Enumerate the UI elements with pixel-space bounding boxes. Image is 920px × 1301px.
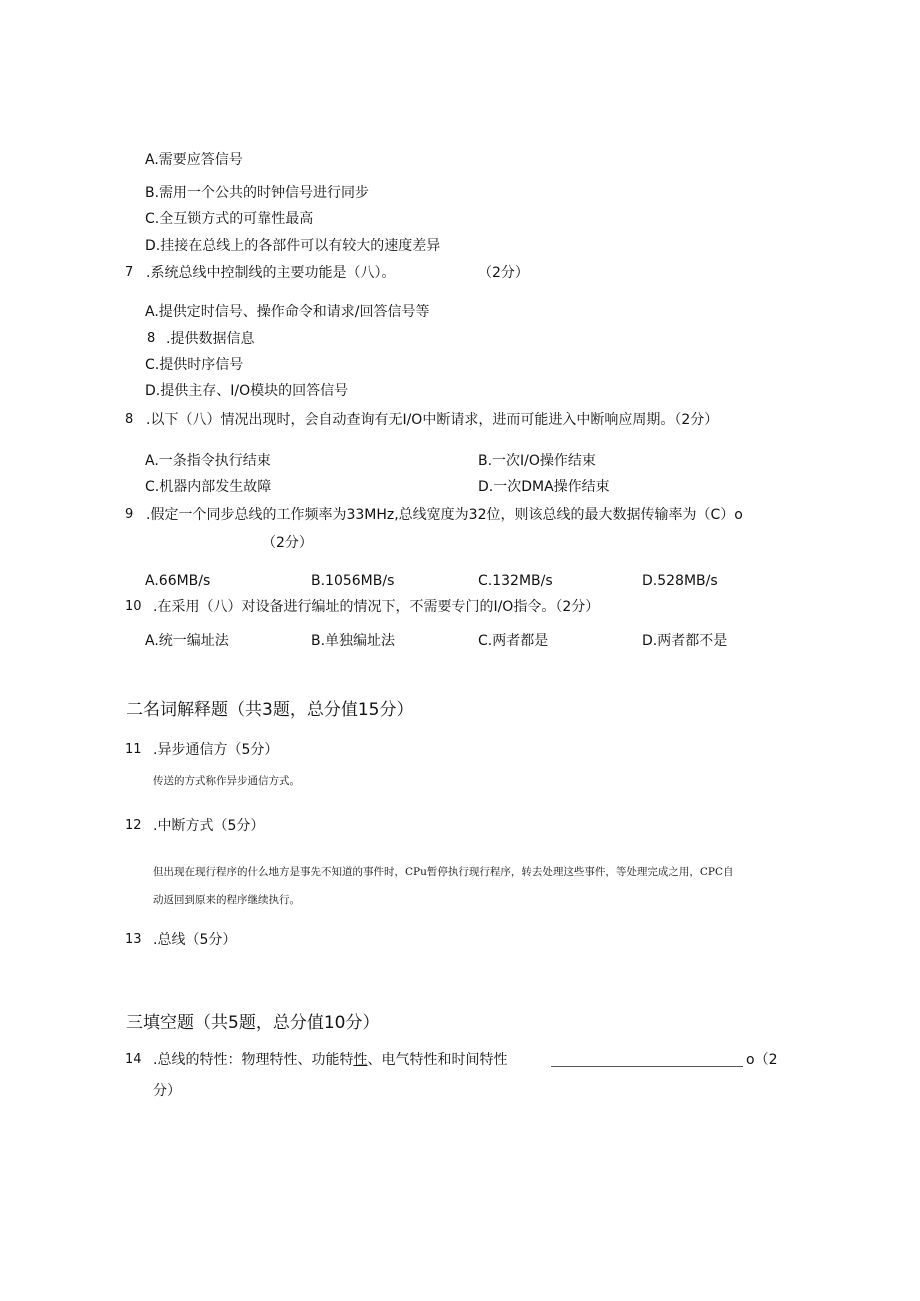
q9-stem: .假定一个同步总线的工作频率为33MHz,总线宽度为32位，则该总线的最大数据传输率为（C）o [146,507,743,523]
q13-number: 13 [125,932,142,947]
q7-option-d: D.提供主存、I/O模块的回答信号 [145,383,349,399]
section-heading-fill-in: 三填空题（共5题，总分值10分） [126,1013,380,1033]
q14-number: 14 [125,1052,142,1067]
q10-option-a: A.统一编址法 [145,633,229,649]
q11-stem: .异步通信方（5分） [153,742,279,758]
q14-tail: o（2 [746,1052,778,1068]
q6-option-d: D.挂接在总线上的各部件可以有较大的速度差异 [145,238,441,254]
q9-number: 9 [125,507,134,522]
q9-option-c: C.132MB∕s [478,573,553,589]
q8-option-a: A.一条指令执行结束 [145,453,271,469]
q14-stem [153,1051,507,1069]
q9-score: （2分） [262,535,313,551]
q8-stem: .以下（八）情况出现时，会自动查询有无I/O中断请求，进而可能进入中断响应周期。（2分） [146,412,719,428]
q11-number: 11 [125,742,142,757]
q7-score: （2分） [478,265,529,281]
q6-option-a: A.需要应答信号 [145,152,243,168]
q8-option-d: D.一次DMA操作结束 [478,479,610,495]
q14-stem-part1: .总线的特性：物理特性、功能特 [153,1052,354,1068]
q12-number: 12 [125,818,142,833]
q12-stem: .中断方式（5分） [153,818,265,834]
q9-option-b: B.1056MB∕s [311,573,395,589]
q14-stem-part2: 、电气特性和时间特性 [367,1052,508,1068]
q7-stem: .系统总线中控制线的主要功能是（八）。 [146,265,396,281]
q8-option-c: C.机器内部发生故障 [145,479,272,495]
q9-option-d: D.528MB∕s [642,573,718,589]
q7-option-b-prefix: 8 [147,331,156,346]
q12-answer-line1: 但出现在现行程序的什么地方是事先不知道的事件时，CPu暂停执行现行程序，转去处理这些事件，等处理完成之用，CPC自 [153,866,734,878]
q10-option-c: C.两者都是 [478,633,549,649]
q7-option-a: A.提供定时信号、操作命令和请求/回答信号等 [145,304,430,320]
q14-tail-line2: 分） [153,1083,181,1099]
q12-answer-line2: 动返回到原来的程序继续执行。 [153,894,300,906]
q6-option-c: C.全互锁方式的可靠性最高 [145,211,314,227]
q14-stem-underlined: 性 [353,1052,368,1068]
q8-option-b: B.一次I/O操作结束 [478,453,596,469]
q8-number: 8 [125,412,134,427]
q14-answer-blank[interactable] [551,1066,743,1067]
q7-option-b: .提供数据信息 [166,331,255,347]
section-heading-definitions: 二名词解释题（共3题，总分值15分） [126,700,414,720]
q7-option-c: C.提供时序信号 [145,357,244,373]
q9-option-a: A.66MB∕s [145,573,211,589]
q10-option-b: B.单独编址法 [311,633,396,649]
q7-number: 7 [125,265,134,280]
q10-option-d: D.两者都不是 [642,633,728,649]
q13-stem: .总线（5分） [153,932,237,948]
q6-option-b: B.需用一个公共的时钟信号进行同步 [145,185,370,201]
q10-number: 10 [125,599,142,614]
q11-answer: 传送的方式称作异步通信方式。 [153,775,300,787]
q10-stem: .在采用（八）对设备进行编址的情况下，不需要专门的I/O指令。（2分） [153,599,600,615]
